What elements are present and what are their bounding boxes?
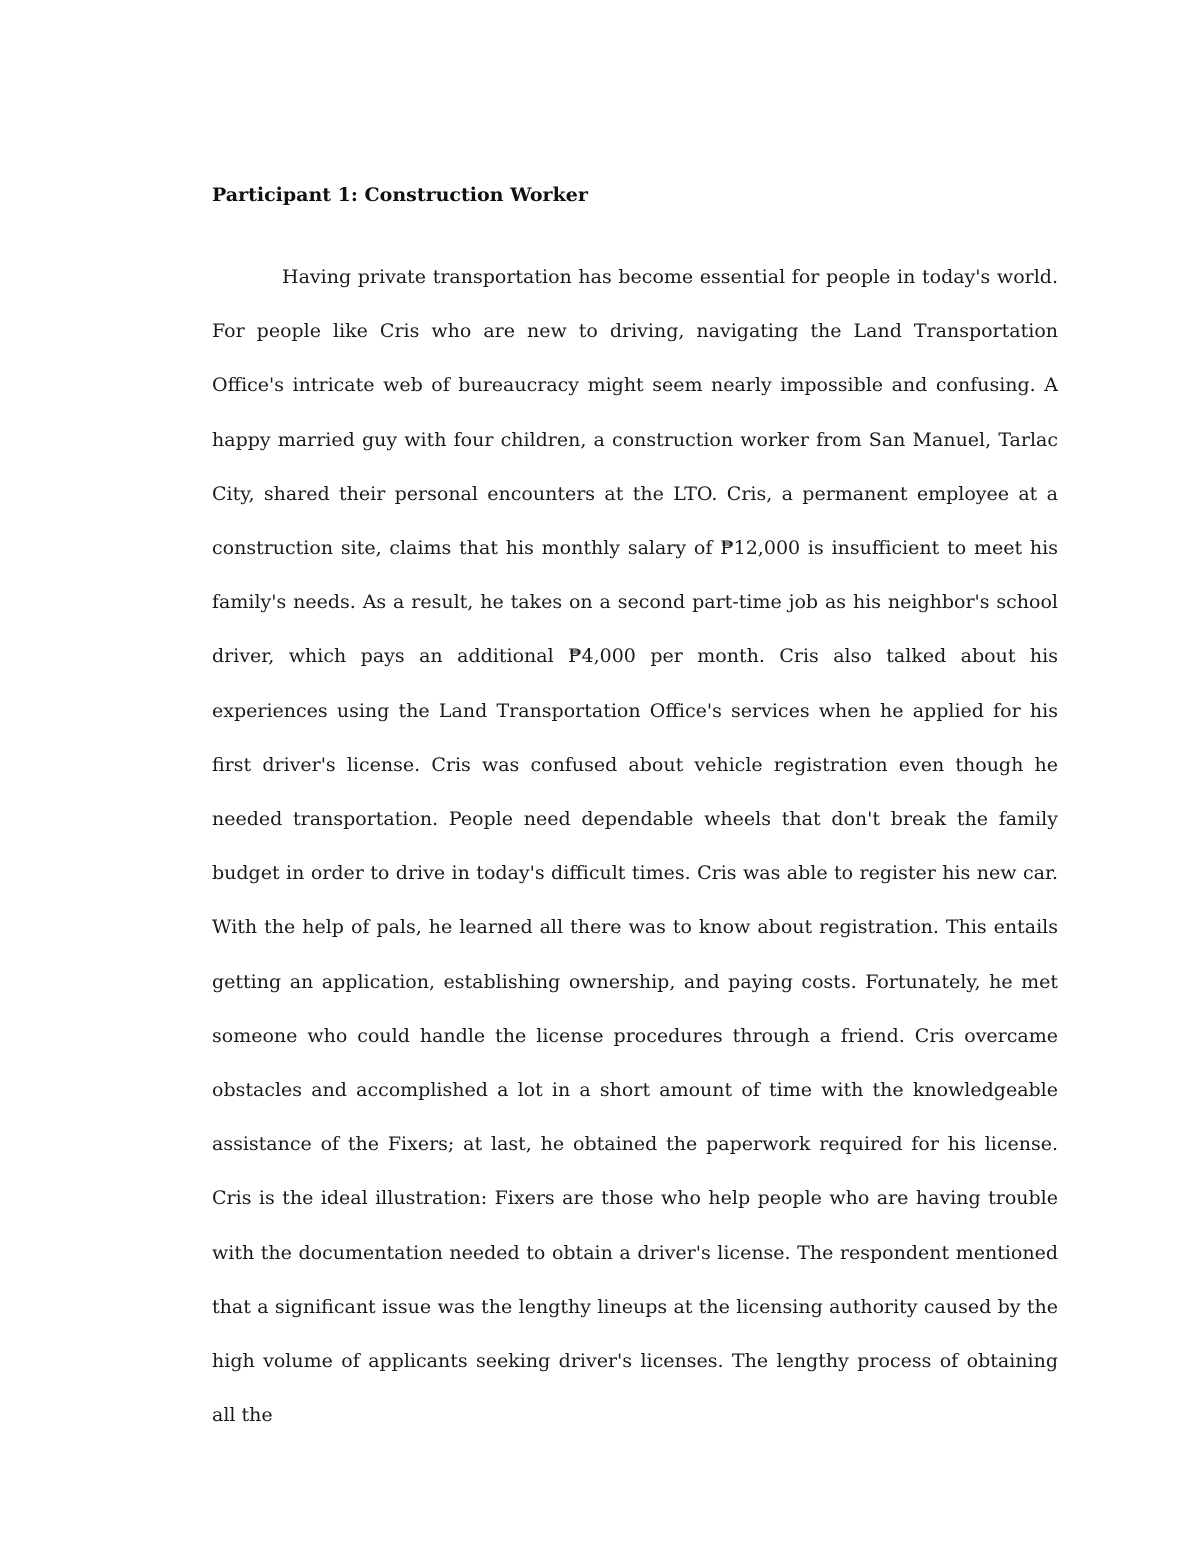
body-paragraph: Having private transportation has become essential for people in today's world. For people like Cris who are new to driving, navigating the Land Transportation Office's intricate web of bureaucracy might seem nearly impossible and confusing. A happy married guy with four children, a construction worker from San Manuel, Tarlac City, shared their personal encounters at the LTO. Cris, a permanent employee at a construction site, claims that his monthly salary of ₱12,000 is insufficient to meet his family's needs. As a result, he takes on a second part-time job as his neighbor's school driver, which pays an additional ₱4,000 per month. Cris also talked about his experiences using the Land Transportation Office's services when he applied for his first driver's license. Cris was confused about vehicle registration even though he needed transportation. People need dependable wheels that don't break the family budget in order to drive in today's difficult times. Cris was able to register his new car. With the help of pals, he learned all there was to know about registration. This entails getting an application, establishing ownership, and paying costs. Fortunately, he met someone who could handle the license procedures through a friend. Cris overcame obstacles and accomplished a lot in a short amount of time with the knowledgeable assistance of the Fixers; at last, he obtained the paperwork required for his license. Cris is the ideal illustration: Fixers are those who help people who are having trouble with the documentation needed to obtain a driver's license. The respondent mentioned that a significant issue was the lengthy lineups at the licensing authority caused by the high volume of applicants seeking driver's licenses. The lengthy process of obtaining all the (212, 266, 1058, 1427)
section-heading: Participant 1: Construction Worker (212, 184, 588, 206)
